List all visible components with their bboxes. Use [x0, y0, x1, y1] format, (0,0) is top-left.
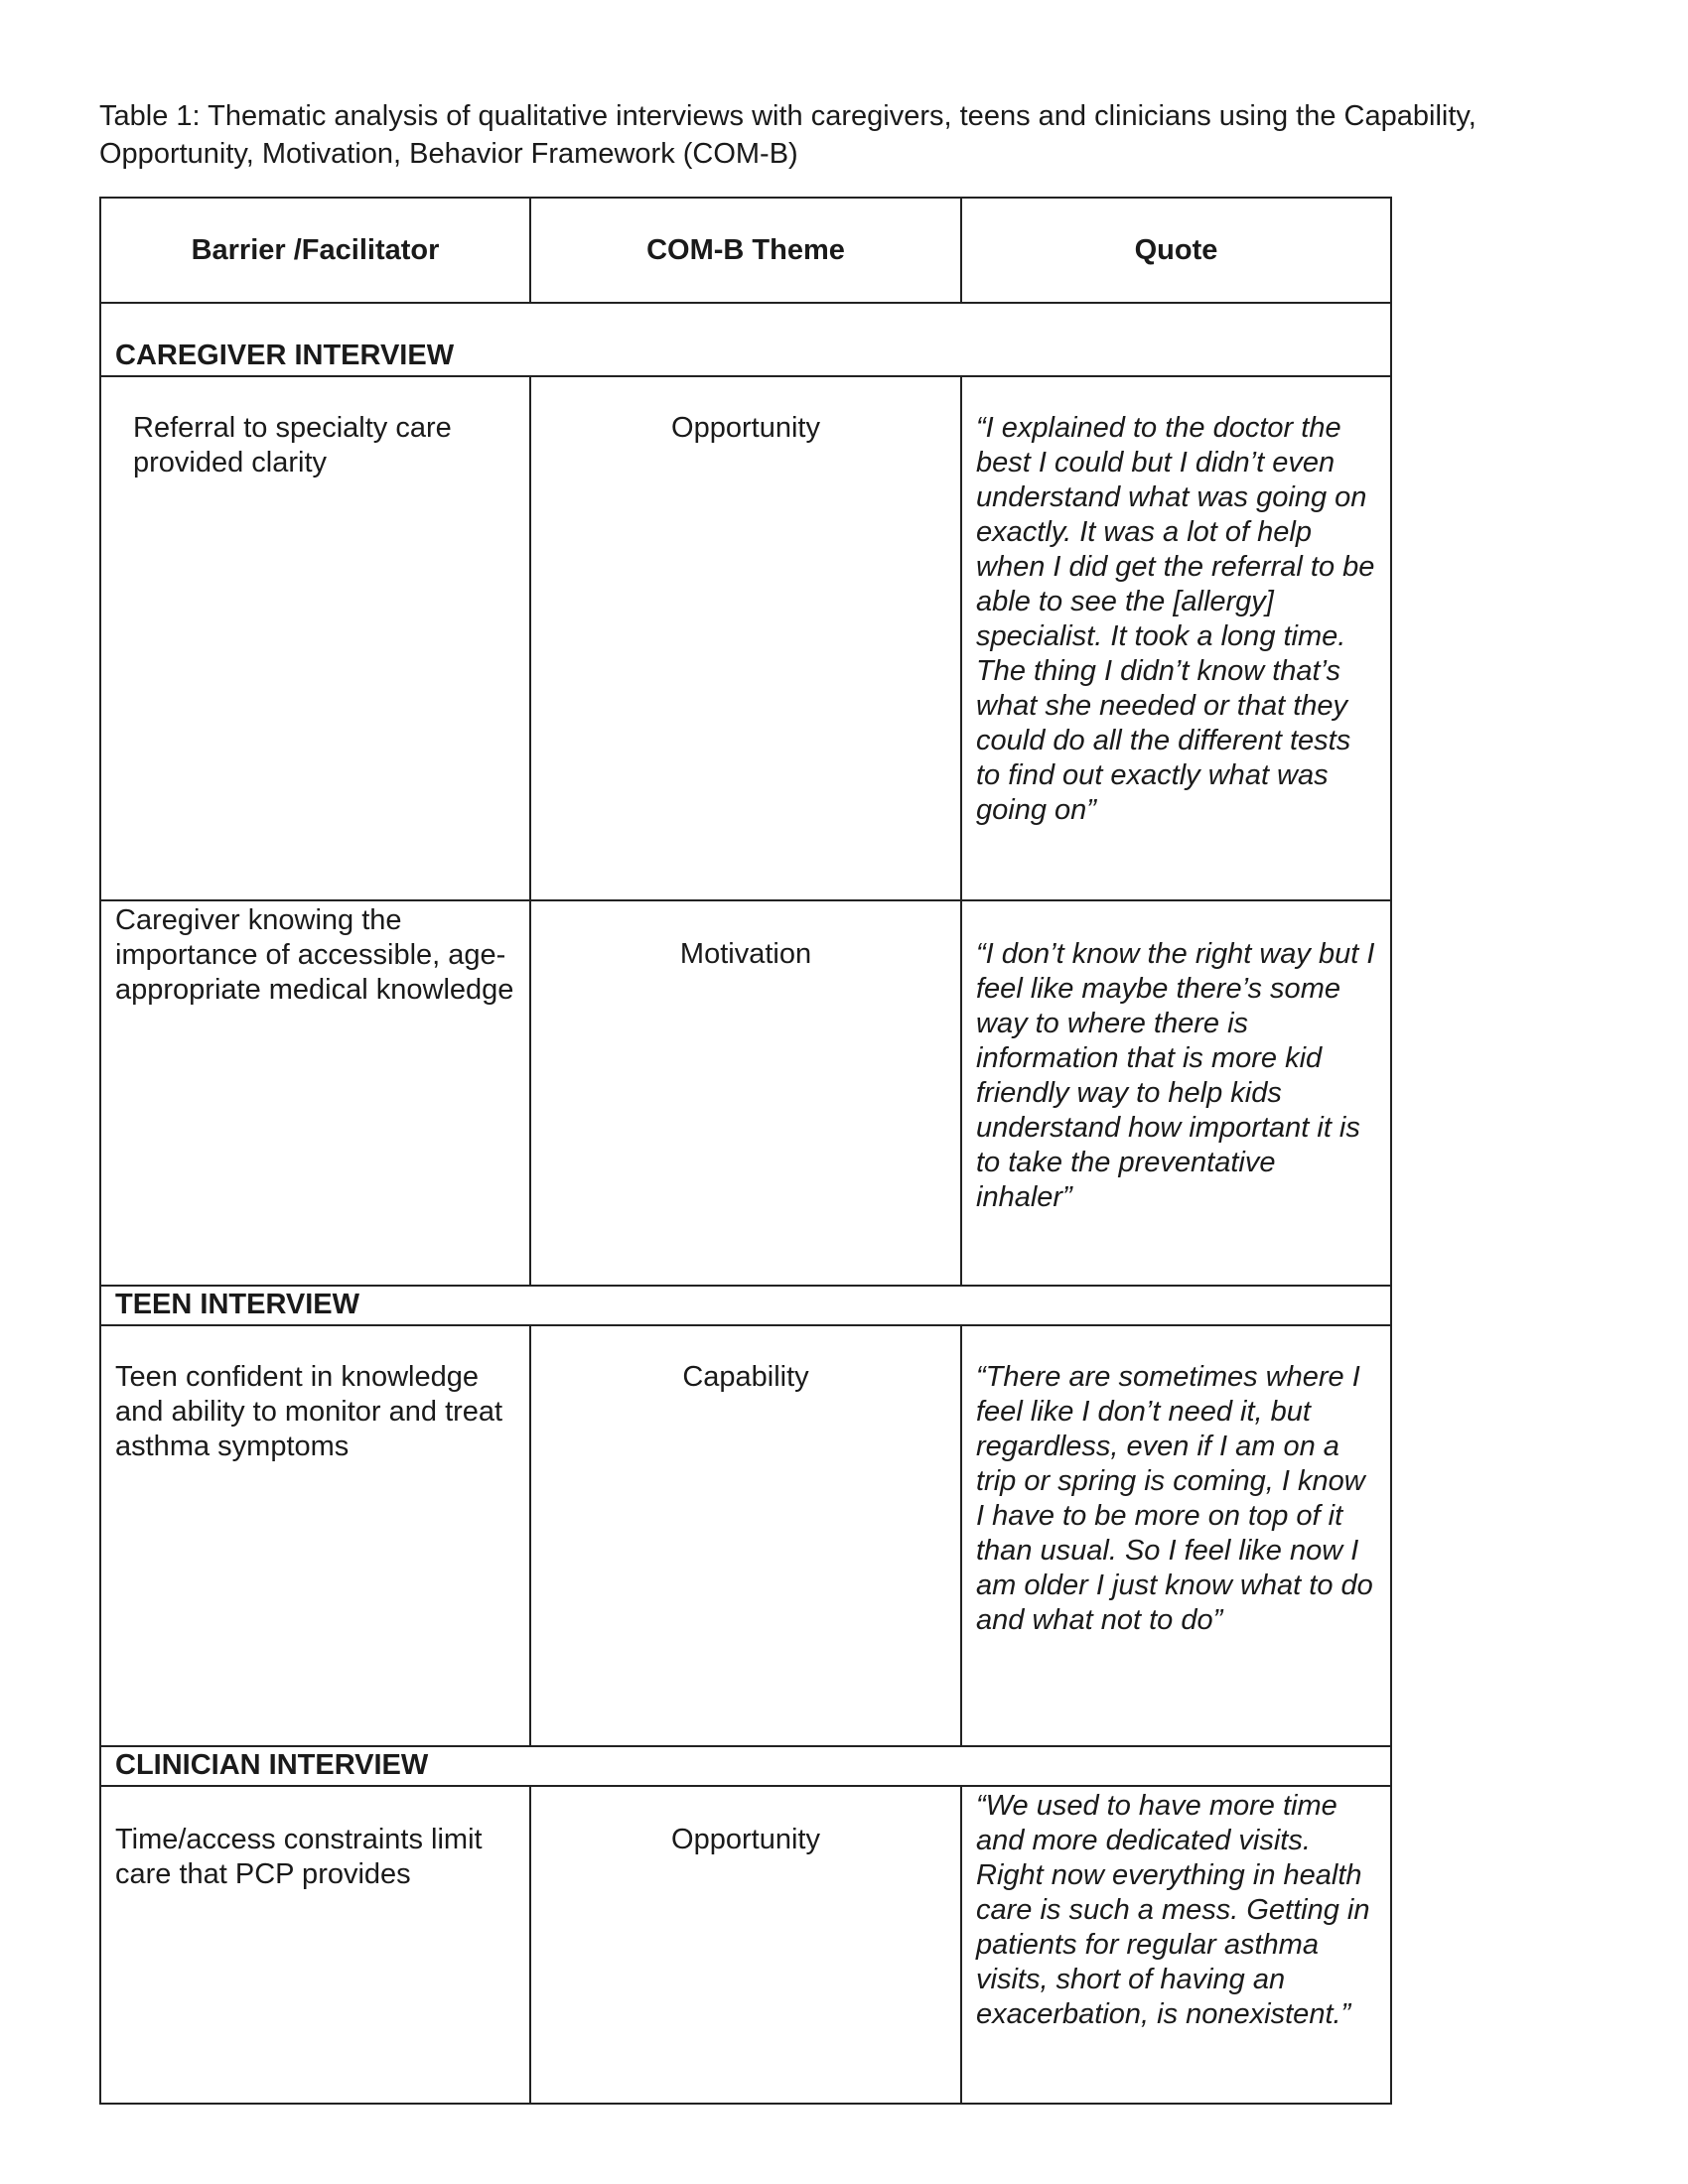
section-row-caregiver	[100, 303, 1391, 376]
barrier-cell: Time/access constraints limit care that PCP provides	[100, 1786, 530, 2104]
section-row-teen	[100, 1286, 1391, 1325]
table-row	[100, 376, 1391, 900]
table-caption: Table 1: Thematic analysis of qualitative interviews with caregivers, teens and clinicians using the Capability, Opportunity, Motivation, Behavior Framework (COM-B)	[99, 100, 1477, 170]
section-clinician: CLINICIAN INTERVIEW	[100, 1746, 1391, 1786]
table-header-row	[100, 198, 1391, 303]
theme-cell: Opportunity	[530, 1786, 961, 2104]
quote-cell: “There are sometimes where I feel like I don’t need it, but regardless, even if I am on a trip or spring is coming, I know I have to be more on top of it than usual. So I feel like now I am older I just know what to do and what not to do”	[961, 1325, 1391, 1746]
table-row	[100, 1786, 1391, 2104]
section-caregiver: CAREGIVER INTERVIEW	[100, 303, 1391, 376]
quote-cell: “We used to have more time and more dedicated visits. Right now everything in health care is such a mess. Getting in patients for regular asthma visits, short of having an exacerbation, is nonexistent.”	[961, 1786, 1391, 2104]
header-theme: COM-B Theme	[530, 198, 961, 303]
table-row	[100, 900, 1391, 1286]
thematic-analysis-table	[99, 197, 1392, 2105]
barrier-cell: Teen confident in knowledge and ability to monitor and treat asthma symptoms	[100, 1325, 530, 1746]
theme-cell: Opportunity	[530, 376, 961, 900]
quote-cell: “I don’t know the right way but I feel like maybe there’s some way to where there is information that is more kid friendly way to help kids understand how important it is to take the preventative inhaler”	[961, 900, 1391, 1286]
table-row	[100, 1325, 1391, 1746]
barrier-cell: Referral to specialty care provided clarity	[133, 412, 452, 478]
quote-cell: “I explained to the doctor the best I could but I didn’t even understand what was going on exactly. It was a lot of help when I did get the referral to be able to see the [allergy] specialist. It took a long time. The thing I didn’t know that’s what she needed or that they could do all the different tests to find out exactly what was going on”	[961, 376, 1391, 900]
header-barrier: Barrier /Facilitator	[100, 198, 530, 303]
theme-cell: Motivation	[530, 900, 961, 1286]
theme-cell: Capability	[530, 1325, 961, 1746]
header-quote: Quote	[961, 198, 1391, 303]
section-row-clinician	[100, 1746, 1391, 1786]
section-teen: TEEN INTERVIEW	[100, 1286, 1391, 1325]
barrier-cell: Caregiver knowing the importance of accessible, age-appropriate medical knowledge	[100, 900, 530, 1286]
